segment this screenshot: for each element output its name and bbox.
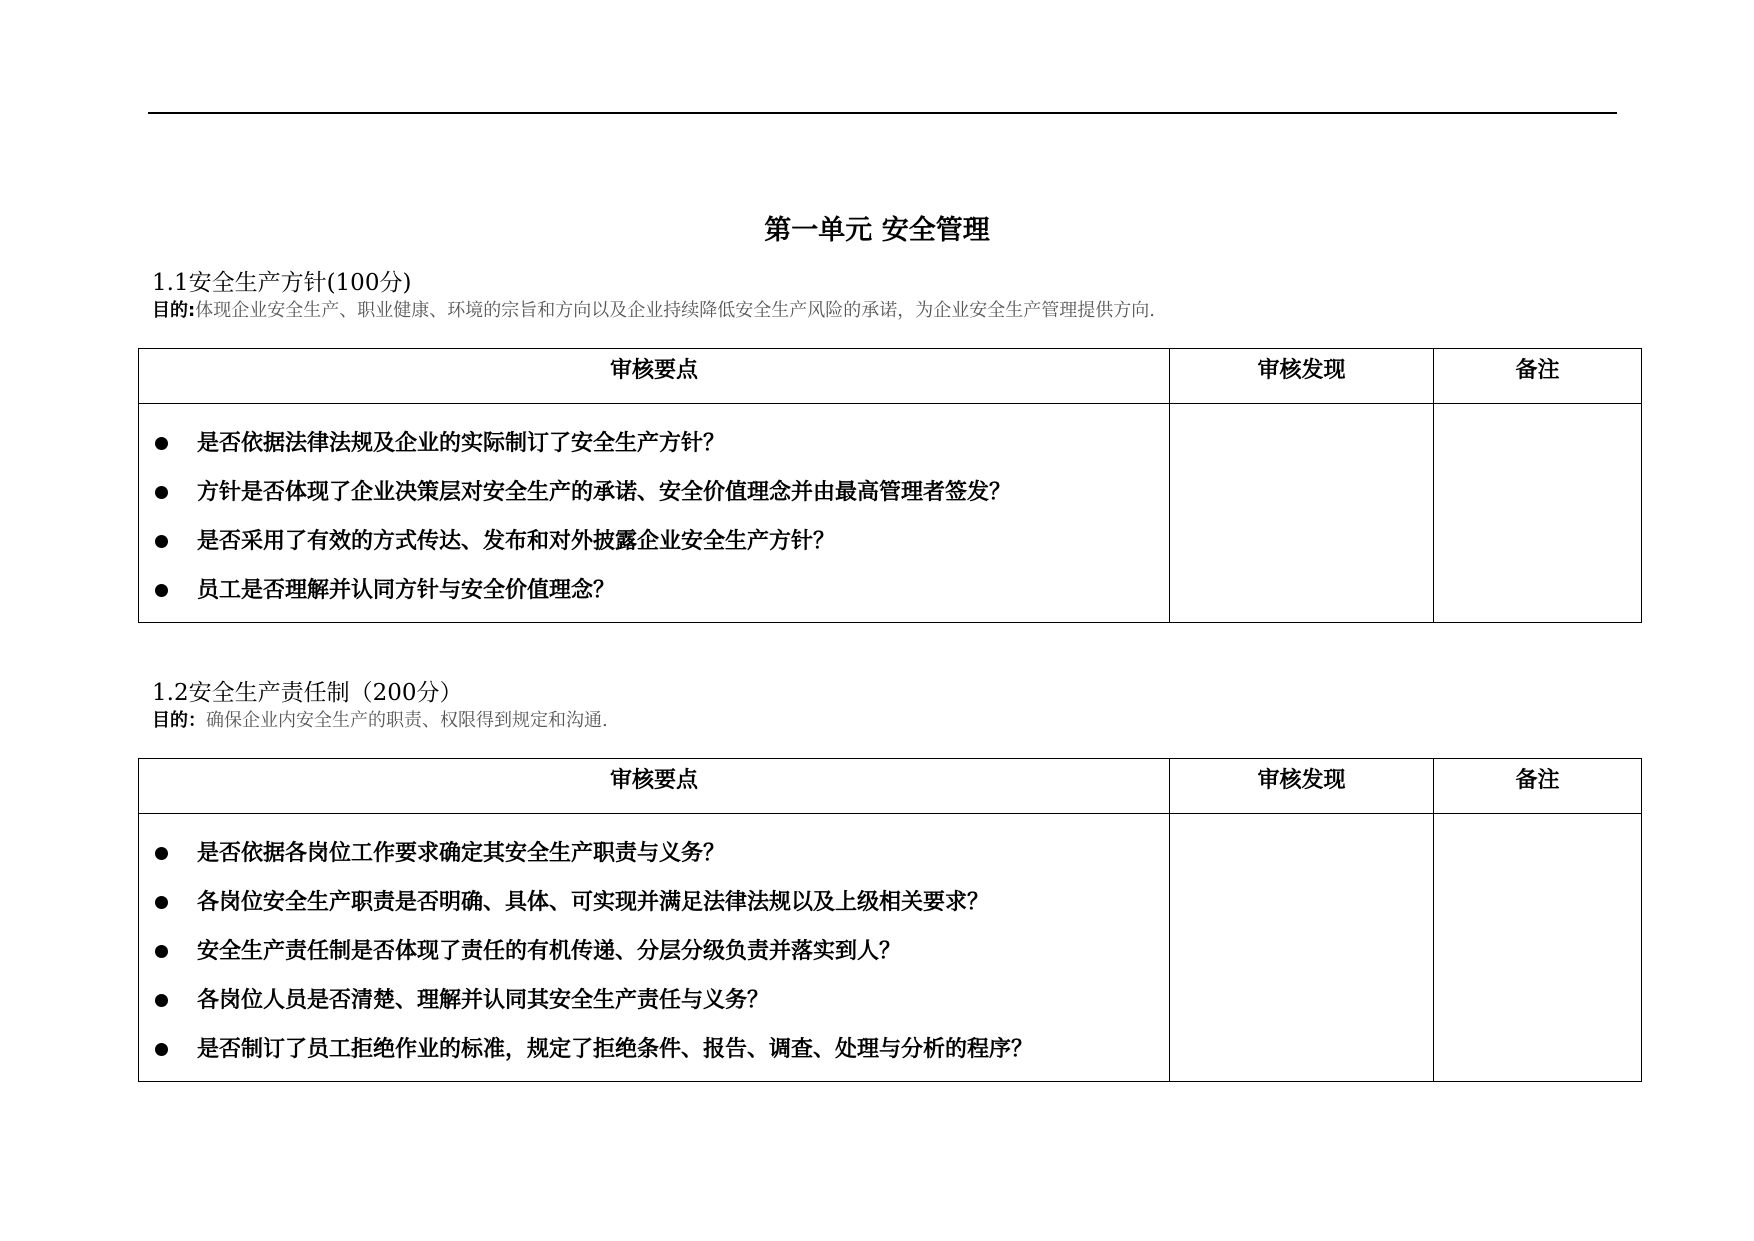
list-item-text: 是否采用了有效的方式传达、发布和对外披露企业安全生产方针？ bbox=[197, 529, 836, 554]
remarks-cell[interactable] bbox=[1434, 404, 1642, 623]
list-item bbox=[140, 517, 1168, 566]
audit-points-list bbox=[140, 405, 1168, 621]
section-purpose bbox=[152, 298, 1642, 324]
bullet-icon bbox=[155, 1043, 168, 1056]
audit-findings-cell[interactable] bbox=[1170, 814, 1434, 1082]
purpose-label: 目的: bbox=[152, 300, 196, 321]
audit-table bbox=[138, 758, 1642, 1082]
list-item-text: 员工是否理解并认同方针与安全价值理念？ bbox=[197, 578, 616, 603]
bullet-icon bbox=[155, 584, 168, 597]
header-rule bbox=[148, 112, 1617, 114]
section-heading: 1.2安全生产责任制（200分） bbox=[152, 680, 463, 706]
header-audit-findings: 审核发现 bbox=[1170, 759, 1434, 814]
list-item bbox=[140, 1025, 1168, 1074]
section-heading: 1.1安全生产方针(100分) bbox=[152, 270, 412, 296]
table-header-row bbox=[139, 349, 1642, 404]
purpose-text: 体现企业安全生产、职业健康、环境的宗旨和方向以及企业持续降低安全生产风险的承诺，为企业安全生产管理提供方向. bbox=[195, 300, 1155, 321]
section-policy bbox=[138, 268, 1642, 623]
bullet-icon bbox=[155, 535, 168, 548]
section-purpose bbox=[152, 708, 1642, 734]
list-item-text: 安全生产责任制是否体现了责任的有机传递、分层分级负责并落实到人？ bbox=[197, 939, 902, 964]
section-responsibility bbox=[138, 678, 1642, 1082]
list-item bbox=[140, 976, 1168, 1025]
header-audit-points: 审核要点 bbox=[139, 759, 1170, 814]
list-item bbox=[140, 878, 1168, 927]
list-item-text: 方针是否体现了企业决策层对安全生产的承诺、安全价值理念并由最高管理者签发？ bbox=[197, 480, 1012, 505]
list-item bbox=[140, 566, 1168, 615]
table-row bbox=[139, 814, 1642, 1082]
list-item-text: 是否制订了员工拒绝作业的标准，规定了拒绝条件、报告、调查、处理与分析的程序？ bbox=[197, 1037, 1034, 1062]
bullet-icon bbox=[155, 896, 168, 909]
list-item bbox=[140, 927, 1168, 976]
audit-points-list bbox=[140, 815, 1168, 1080]
header-audit-points: 审核要点 bbox=[139, 349, 1170, 404]
list-item-text: 是否依据法律法规及企业的实际制订了安全生产方针？ bbox=[197, 431, 726, 456]
remarks-cell[interactable] bbox=[1434, 814, 1642, 1082]
table-header-row bbox=[139, 759, 1642, 814]
page-title: 第一单元 安全管理 bbox=[764, 215, 990, 246]
bullet-icon bbox=[155, 847, 168, 860]
bullet-icon bbox=[155, 945, 168, 958]
purpose-label: 目的： bbox=[152, 710, 206, 731]
audit-table bbox=[138, 348, 1642, 623]
purpose-text: 确保企业内安全生产的职责、权限得到规定和沟通. bbox=[206, 710, 608, 731]
list-item bbox=[140, 468, 1168, 517]
bullet-icon bbox=[155, 437, 168, 450]
header-remarks: 备注 bbox=[1434, 349, 1642, 404]
audit-points-cell bbox=[139, 814, 1170, 1082]
header-remarks: 备注 bbox=[1434, 759, 1642, 814]
bullet-icon bbox=[155, 486, 168, 499]
header-audit-findings: 审核发现 bbox=[1170, 349, 1434, 404]
list-item bbox=[140, 829, 1168, 878]
list-item bbox=[140, 419, 1168, 468]
audit-findings-cell[interactable] bbox=[1170, 404, 1434, 623]
bullet-icon bbox=[155, 994, 168, 1007]
table-row bbox=[139, 404, 1642, 623]
list-item-text: 各岗位人员是否清楚、理解并认同其安全生产责任与义务？ bbox=[197, 988, 770, 1013]
list-item-text: 各岗位安全生产职责是否明确、具体、可实现并满足法律法规以及上级相关要求？ bbox=[197, 890, 990, 915]
audit-points-cell bbox=[139, 404, 1170, 623]
list-item-text: 是否依据各岗位工作要求确定其安全生产职责与义务？ bbox=[197, 841, 726, 866]
